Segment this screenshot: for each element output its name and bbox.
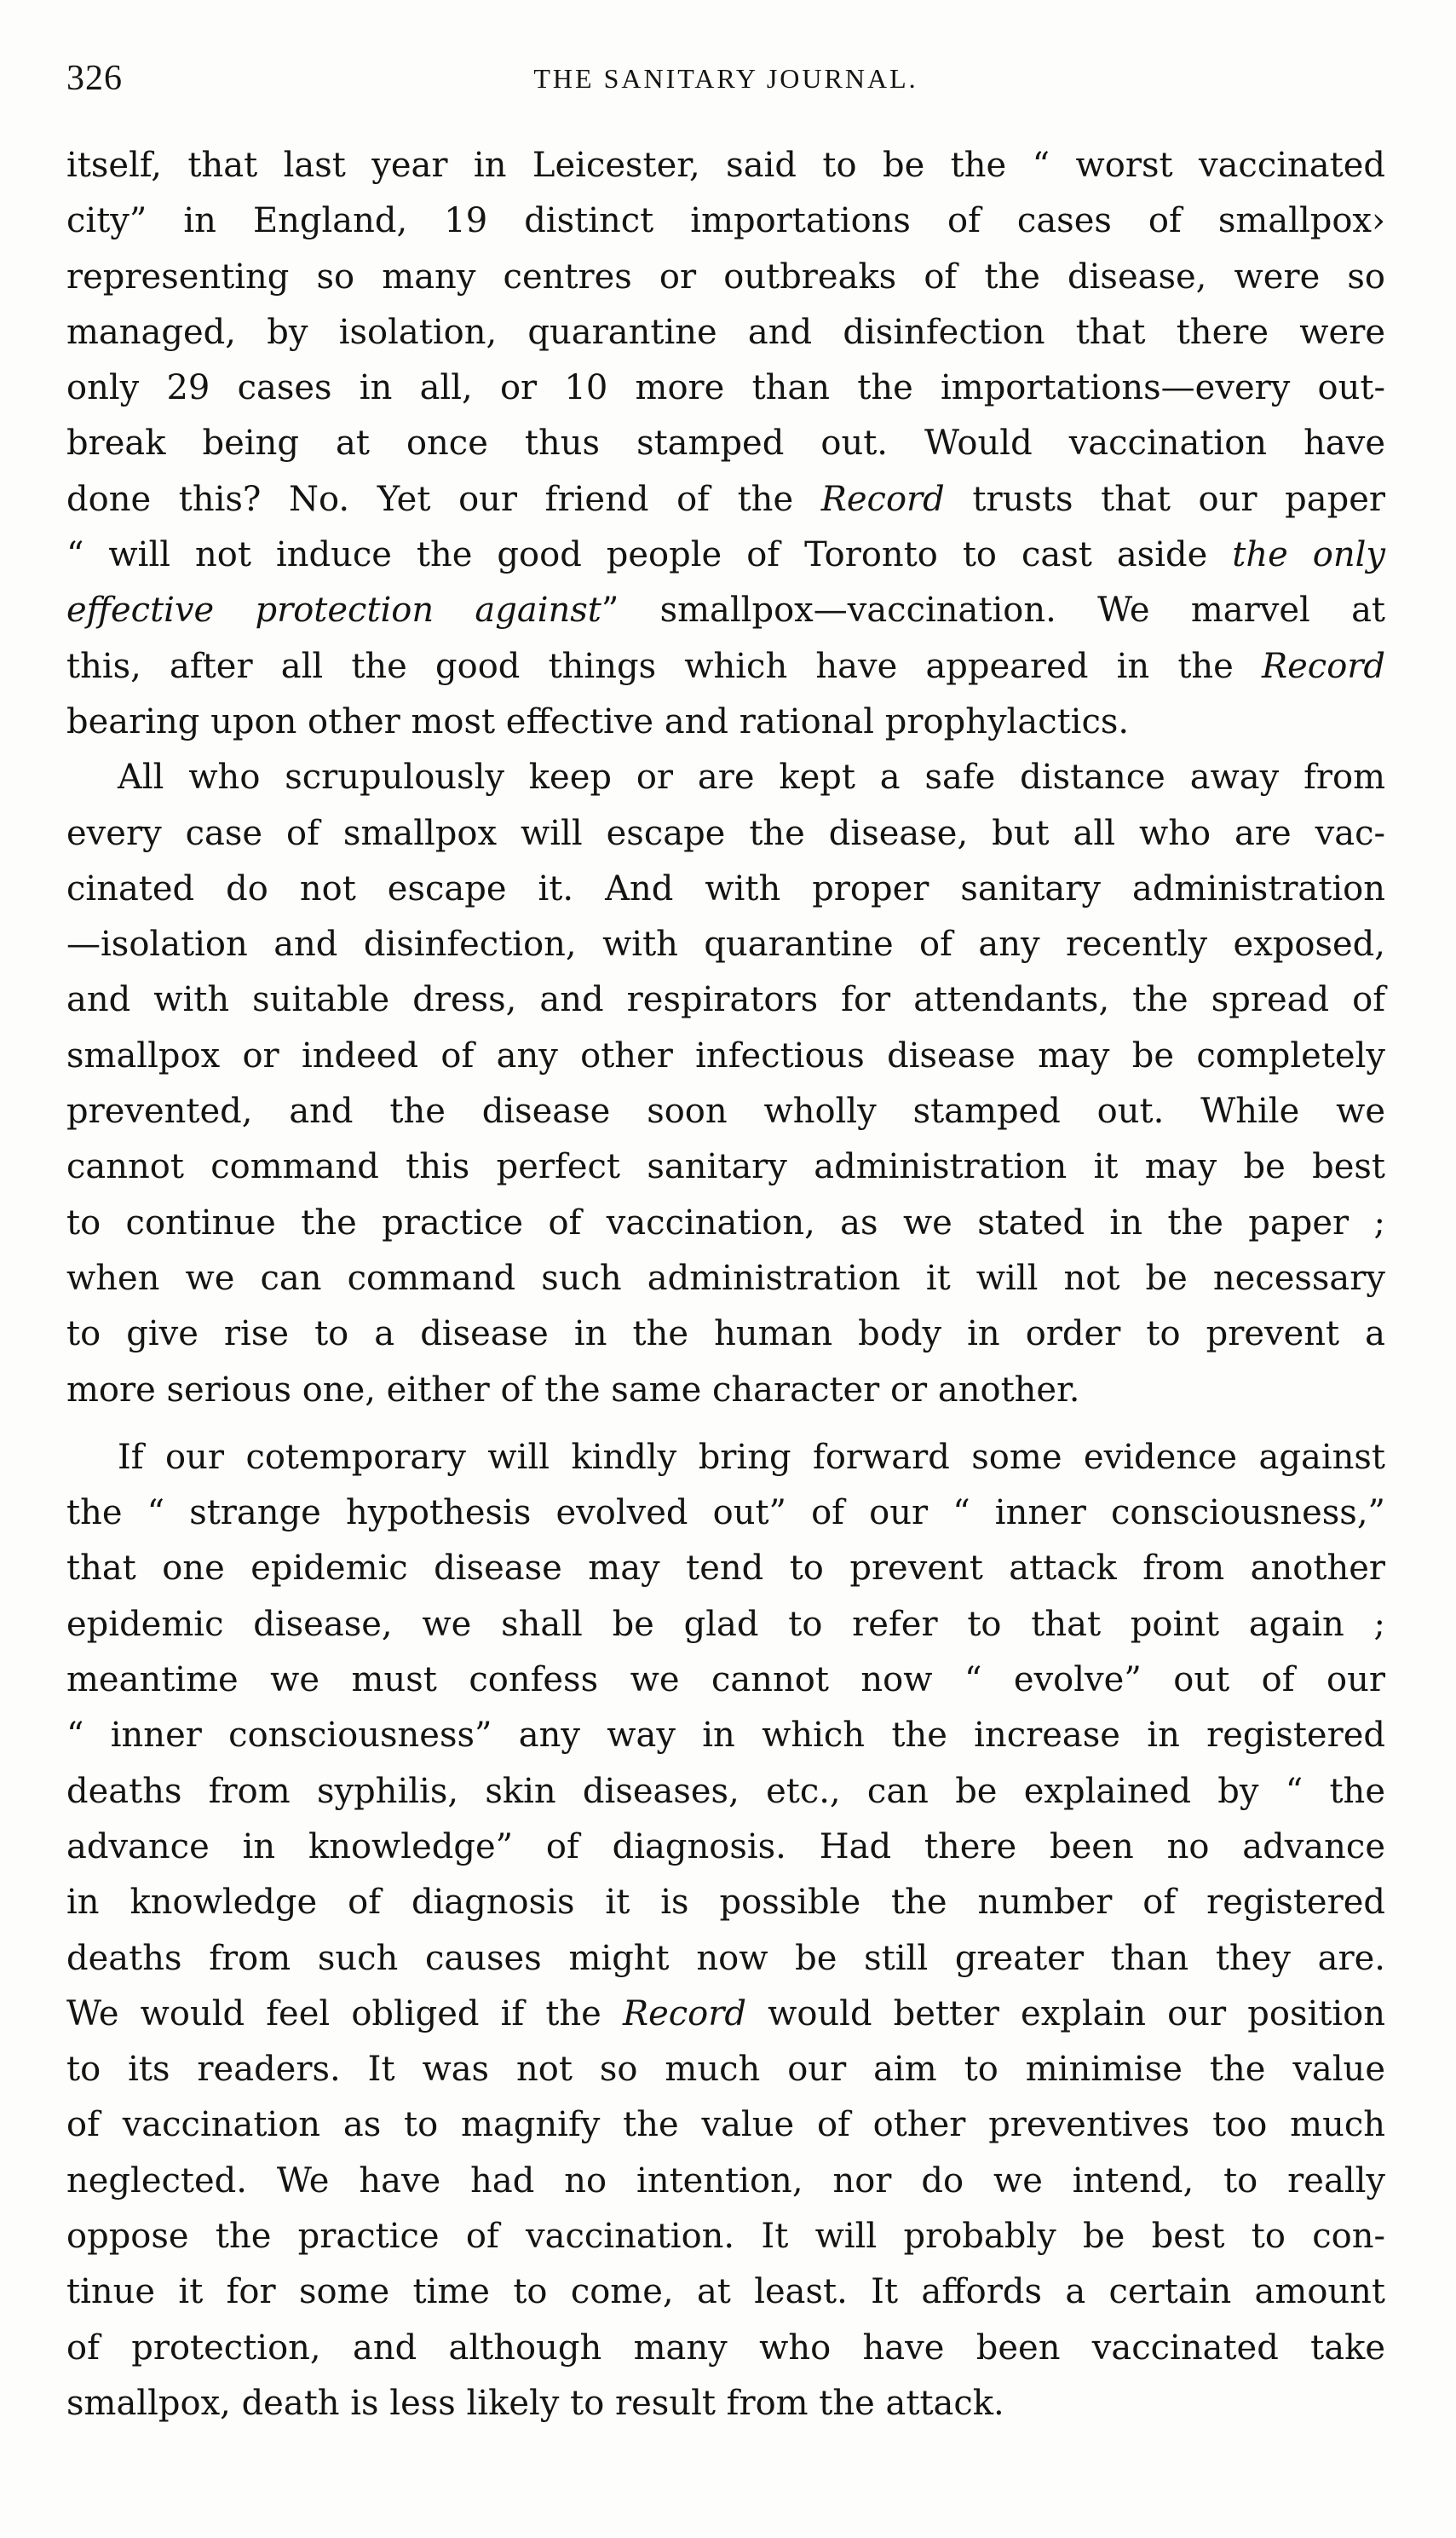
text-line: We would feel obliged if the Record would better explain our position bbox=[66, 1993, 1385, 2033]
text-line: of protection, and although many who have been vaccinated take bbox=[66, 2327, 1385, 2368]
text-line: and with suitable dress, and respirators for attendants, the spread of bbox=[66, 980, 1385, 1020]
text-line: advance in knowledge” of diagnosis. Had there been no advance bbox=[66, 1826, 1385, 1866]
text-line: deaths from syphilis, skin diseases, etc., can be explained by “ the bbox=[66, 1771, 1385, 1811]
text-line: prevented, and the disease soon wholly stamped out. While we bbox=[66, 1092, 1385, 1132]
text-line: smallpox, death is less likely to result from the attack. bbox=[66, 2383, 1004, 2423]
text-line: this, after all the good things which have appeared in the Record bbox=[66, 646, 1385, 686]
text-line: the “ strange hypothesis evolved out” of our “ inner consciousness,” bbox=[66, 1493, 1385, 1533]
text-line: of vaccination as to magnify the value of other preventives too much bbox=[66, 2105, 1385, 2145]
text-line: —isolation and disinfection, with quarantine of any recently exposed, bbox=[66, 925, 1385, 965]
text-line: “ inner consciousness” any way in which the increase in registered bbox=[66, 1716, 1385, 1756]
text-line: done this? No. Yet our friend of the Record trusts that our paper bbox=[66, 479, 1385, 519]
text-line: to give rise to a disease in the human body in order to prevent a bbox=[66, 1314, 1385, 1354]
text-line: itself, that last year in Leicester, said to be the “ worst vaccinated bbox=[66, 146, 1385, 185]
text-line: effective protection against” smallpox—vaccination. We marvel at bbox=[66, 591, 1385, 631]
text-line: in knowledge of diagnosis it is possible the number of registered bbox=[66, 1883, 1385, 1923]
paragraph-1 bbox=[66, 138, 1385, 750]
text-line: city” in England, 19 distinct importations of cases of smallpox› bbox=[66, 201, 1385, 241]
text-line: to continue the practice of vaccination, as we stated in the paper ; bbox=[66, 1203, 1385, 1243]
text-line: epidemic disease, we shall be glad to refer to that point again ; bbox=[66, 1604, 1385, 1644]
text-line: All who scrupulously keep or are kept a safe distance away from bbox=[118, 758, 1385, 798]
page-number: 326 bbox=[66, 59, 123, 98]
text-line: neglected. We have had no intention, nor do we intend, to really bbox=[66, 2160, 1385, 2201]
text-line: representing so many centres or outbreaks of the disease, were so bbox=[66, 257, 1385, 297]
text-line: break being at once thus stamped out. Would vaccination have bbox=[66, 424, 1385, 464]
text-line: tinue it for some time to come, at least. It affords a certain amount bbox=[66, 2272, 1385, 2312]
text-line: that one epidemic disease may tend to prevent attack from another bbox=[66, 1549, 1385, 1589]
text-line: “ will not induce the good people of Toronto to cast aside the only bbox=[66, 535, 1385, 575]
text-line: cannot command this perfect sanitary administration it may be best bbox=[66, 1147, 1385, 1187]
text-line: meantime we must confess we cannot now “ evolve” out of our bbox=[66, 1660, 1385, 1700]
text-line: bearing upon other most effective and rational prophylactics. bbox=[66, 701, 1130, 741]
running-head: THE SANITARY JOURNAL. bbox=[533, 63, 918, 94]
text-line: to its readers. It was not so much our aim to minimise the value bbox=[66, 2050, 1385, 2090]
text-line: every case of smallpox will escape the disease, but all who are vac- bbox=[66, 813, 1385, 853]
text-line: managed, by isolation, quarantine and disinfection that there were bbox=[66, 312, 1385, 352]
text-line: when we can command such administration it will not be necessary bbox=[66, 1258, 1385, 1298]
text-line: more serious one, either of the same character or another. bbox=[66, 1370, 1080, 1410]
text-line: only 29 cases in all, or 10 more than the importations—every out- bbox=[66, 368, 1385, 408]
body-text bbox=[66, 138, 1385, 2431]
text-line: oppose the practice of vaccination. It will probably be best to con- bbox=[66, 2216, 1385, 2256]
text-line: deaths from such causes might now be still greater than they are. bbox=[66, 1938, 1385, 1978]
text-line: If our cotemporary will kindly bring forward some evidence against bbox=[118, 1437, 1385, 1477]
paragraph-2 bbox=[66, 750, 1385, 1418]
page-header bbox=[66, 53, 1385, 104]
text-line: cinated do not escape it. And with proper sanitary administration bbox=[66, 868, 1385, 908]
text-line: smallpox or indeed of any other infectious disease may be completely bbox=[66, 1035, 1385, 1076]
paragraph-3 bbox=[66, 1430, 1385, 2431]
